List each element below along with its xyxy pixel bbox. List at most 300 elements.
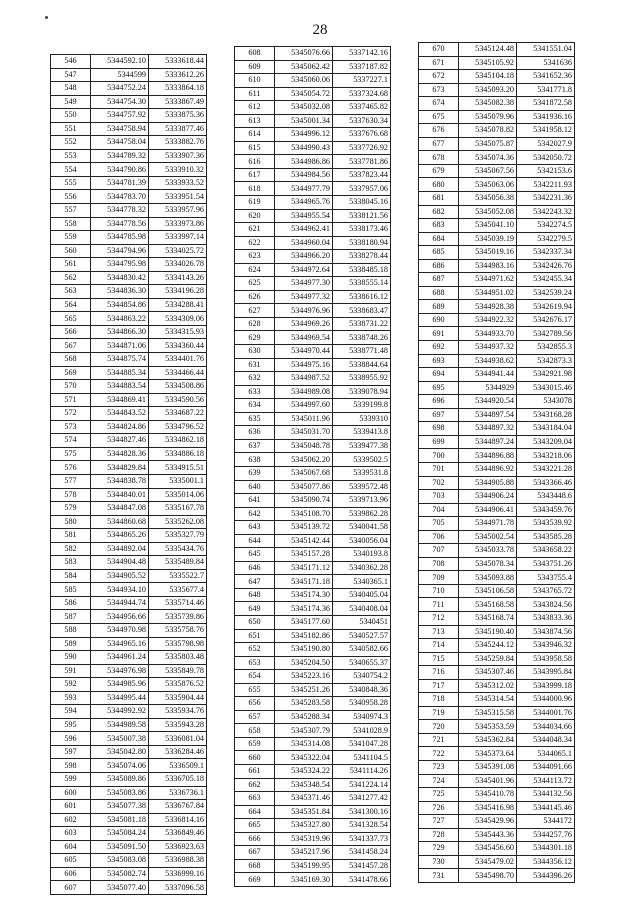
coord-y-cell: 5344065.1 xyxy=(517,747,575,761)
table-row xyxy=(419,219,575,233)
point-number-cell: 585 xyxy=(51,583,91,597)
coord-y-cell: 5337465.82 xyxy=(333,101,391,115)
coord-x-cell: 5344905.88 xyxy=(459,476,517,490)
table-row xyxy=(51,840,207,854)
coord-x-cell: 5345032.08 xyxy=(275,101,333,115)
point-number-cell: 609 xyxy=(235,60,275,74)
coord-y-cell: 5341328.54 xyxy=(333,819,391,833)
coord-x-cell: 5344987.52 xyxy=(275,372,333,386)
table-row xyxy=(51,800,207,814)
table-row xyxy=(419,110,575,124)
coord-x-cell: 5344829.84 xyxy=(91,461,149,475)
coord-y-cell: 5334315.93 xyxy=(149,325,207,339)
coord-x-cell: 5345054.72 xyxy=(275,87,333,101)
coord-y-cell: 5337630.34 xyxy=(333,114,391,128)
coord-x-cell: 5344783.70 xyxy=(91,190,149,204)
coord-x-cell: 5345190.40 xyxy=(459,625,517,639)
coord-y-cell: 5335489.84 xyxy=(149,556,207,570)
coord-y-cell: 5334401.76 xyxy=(149,353,207,367)
table-row xyxy=(51,95,207,109)
point-number-cell: 584 xyxy=(51,569,91,583)
table-row xyxy=(51,325,207,339)
point-number-cell: 615 xyxy=(235,141,275,155)
point-number-cell: 626 xyxy=(235,290,275,304)
coord-y-cell: 5342676.17 xyxy=(517,313,575,327)
coord-x-cell: 5344885.34 xyxy=(91,366,149,380)
coord-x-cell: 5345093.88 xyxy=(459,571,517,585)
coord-y-cell: 5335522.7 xyxy=(149,569,207,583)
coord-x-cell: 5344905.52 xyxy=(91,569,149,583)
coord-y-cell: 5340408.04 xyxy=(333,602,391,616)
table-row xyxy=(51,420,207,434)
point-number-cell: 649 xyxy=(235,602,275,616)
point-number-cell: 546 xyxy=(51,55,91,69)
table-row xyxy=(51,718,207,732)
coord-x-cell: 5345093.20 xyxy=(459,83,517,97)
coord-x-cell: 5344966.20 xyxy=(275,250,333,264)
point-number-cell: 600 xyxy=(51,786,91,800)
point-number-cell: 547 xyxy=(51,68,91,82)
table-row xyxy=(51,407,207,421)
point-number-cell: 710 xyxy=(419,584,459,598)
table-row xyxy=(235,304,391,318)
table-row xyxy=(51,298,207,312)
table-row xyxy=(235,358,391,372)
coord-y-cell: 5342789.56 xyxy=(517,327,575,341)
coord-x-cell: 5345401.96 xyxy=(459,774,517,788)
coord-x-cell: 5344866.30 xyxy=(91,325,149,339)
point-number-cell: 567 xyxy=(51,339,91,353)
coord-x-cell: 5344928.38 xyxy=(459,300,517,314)
coord-x-cell: 5345067.56 xyxy=(459,164,517,178)
coord-y-cell: 5334915.51 xyxy=(149,461,207,475)
coord-y-cell: 5340056.04 xyxy=(333,534,391,548)
point-number-cell: 579 xyxy=(51,502,91,516)
coord-x-cell: 5345169.30 xyxy=(275,873,333,887)
coord-x-cell: 5344975.16 xyxy=(275,358,333,372)
table-row xyxy=(235,47,391,61)
coord-y-cell: 5338955.92 xyxy=(333,372,391,386)
point-number-cell: 555 xyxy=(51,176,91,190)
coord-y-cell: 5342027.9 xyxy=(517,137,575,151)
coord-y-cell: 5334590.56 xyxy=(149,393,207,407)
table-row xyxy=(235,778,391,792)
point-number-cell: 694 xyxy=(419,368,459,382)
point-number-cell: 569 xyxy=(51,366,91,380)
coord-x-cell: 5344896.88 xyxy=(459,449,517,463)
point-number-cell: 586 xyxy=(51,596,91,610)
table-row xyxy=(51,881,207,895)
coord-x-cell: 5345244.12 xyxy=(459,639,517,653)
coord-x-cell: 5344592.10 xyxy=(91,55,149,69)
coord-y-cell: 5340974.3 xyxy=(333,710,391,724)
point-number-cell: 661 xyxy=(235,764,275,778)
coord-x-cell: 5344970.98 xyxy=(91,623,149,637)
coord-y-cell: 5335876.52 xyxy=(149,678,207,692)
coord-y-cell: 5343459.76 xyxy=(517,503,575,517)
coord-x-cell: 5345104.18 xyxy=(459,70,517,84)
coord-y-cell: 5343765.72 xyxy=(517,584,575,598)
point-number-cell: 561 xyxy=(51,258,91,272)
coord-x-cell: 5345217.96 xyxy=(275,846,333,860)
table-row xyxy=(235,223,391,237)
table-row xyxy=(419,408,575,422)
coord-x-cell: 5344965.16 xyxy=(91,637,149,651)
table-row xyxy=(419,56,575,70)
coord-y-cell: 5340405.04 xyxy=(333,588,391,602)
coord-x-cell: 5345371.46 xyxy=(275,792,333,806)
coord-y-cell: 5341458.24 xyxy=(333,846,391,860)
table-row xyxy=(235,683,391,697)
coord-x-cell: 5345002.54 xyxy=(459,530,517,544)
coord-y-cell: 5341457.28 xyxy=(333,859,391,873)
coordinates-table-2 xyxy=(234,46,391,887)
point-number-cell: 588 xyxy=(51,623,91,637)
coord-x-cell: 5345078.34 xyxy=(459,557,517,571)
coord-x-cell: 5345319.96 xyxy=(275,832,333,846)
table-row xyxy=(51,231,207,245)
point-number-cell: 714 xyxy=(419,639,459,653)
coord-x-cell: 5344836.30 xyxy=(91,285,149,299)
coord-x-cell: 5345124.48 xyxy=(459,43,517,57)
point-number-cell: 666 xyxy=(235,832,275,846)
point-number-cell: 583 xyxy=(51,556,91,570)
coord-x-cell: 5344860.68 xyxy=(91,515,149,529)
coord-y-cell: 5333877.46 xyxy=(149,122,207,136)
point-number-cell: 704 xyxy=(419,503,459,517)
point-number-cell: 620 xyxy=(235,209,275,223)
coord-y-cell: 5338616.12 xyxy=(333,290,391,304)
table-row xyxy=(419,300,575,314)
point-number-cell: 577 xyxy=(51,474,91,488)
coord-x-cell: 5344995.44 xyxy=(91,691,149,705)
coord-x-cell: 5344843.52 xyxy=(91,407,149,421)
point-number-cell: 629 xyxy=(235,331,275,345)
table-row xyxy=(51,529,207,543)
point-number-cell: 572 xyxy=(51,407,91,421)
point-number-cell: 656 xyxy=(235,697,275,711)
table-row xyxy=(51,488,207,502)
coord-y-cell: 5342153.6 xyxy=(517,164,575,178)
table-row xyxy=(419,584,575,598)
point-number-cell: 654 xyxy=(235,670,275,684)
coord-y-cell: 5333957.96 xyxy=(149,204,207,218)
coord-x-cell: 5345314.54 xyxy=(459,693,517,707)
coord-x-cell: 5344989.08 xyxy=(275,385,333,399)
table-row xyxy=(51,366,207,380)
point-number-cell: 608 xyxy=(235,47,275,61)
point-number-cell: 558 xyxy=(51,217,91,231)
coord-y-cell: 5336509.1 xyxy=(149,759,207,773)
table-row xyxy=(235,250,391,264)
point-number-cell: 580 xyxy=(51,515,91,529)
table-row xyxy=(51,285,207,299)
table-row xyxy=(51,623,207,637)
table-row xyxy=(51,109,207,123)
coord-y-cell: 5340754.2 xyxy=(333,670,391,684)
coord-y-cell: 5340193.8 xyxy=(333,548,391,562)
point-number-cell: 665 xyxy=(235,819,275,833)
table-row xyxy=(235,196,391,210)
coord-x-cell: 5345084.24 xyxy=(91,827,149,841)
table-row xyxy=(51,474,207,488)
coord-x-cell: 5345031.70 xyxy=(275,426,333,440)
table-row xyxy=(235,548,391,562)
coord-y-cell: 5338683.47 xyxy=(333,304,391,318)
coord-y-cell: 5339713.96 xyxy=(333,494,391,508)
coord-x-cell: 5345223.16 xyxy=(275,670,333,684)
coord-y-cell: 5333910.32 xyxy=(149,163,207,177)
coord-x-cell: 5344944.74 xyxy=(91,596,149,610)
point-number-cell: 556 xyxy=(51,190,91,204)
coord-x-cell: 5344971.62 xyxy=(459,273,517,287)
point-number-cell: 625 xyxy=(235,277,275,291)
point-number-cell: 613 xyxy=(235,114,275,128)
coord-x-cell: 5344960.04 xyxy=(275,236,333,250)
point-number-cell: 677 xyxy=(419,137,459,151)
table-row xyxy=(235,724,391,738)
point-number-cell: 602 xyxy=(51,813,91,827)
point-number-cell: 726 xyxy=(419,801,459,815)
point-number-cell: 610 xyxy=(235,74,275,88)
coord-y-cell: 5344396.26 xyxy=(517,869,575,883)
point-number-cell: 612 xyxy=(235,101,275,115)
point-number-cell: 642 xyxy=(235,507,275,521)
coord-x-cell: 5345078.82 xyxy=(459,124,517,138)
point-number-cell: 719 xyxy=(419,706,459,720)
point-number-cell: 675 xyxy=(419,110,459,124)
coord-x-cell: 5345089.86 xyxy=(91,772,149,786)
table-row xyxy=(419,192,575,206)
coord-x-cell: 5344941.44 xyxy=(459,368,517,382)
table-row xyxy=(235,453,391,467)
point-number-cell: 594 xyxy=(51,705,91,719)
coord-y-cell: 5338771.48 xyxy=(333,345,391,359)
point-number-cell: 553 xyxy=(51,149,91,163)
table-row xyxy=(235,819,391,833)
coord-y-cell: 5335849.78 xyxy=(149,664,207,678)
point-number-cell: 549 xyxy=(51,95,91,109)
table-row xyxy=(235,521,391,535)
table-row xyxy=(51,813,207,827)
point-number-cell: 578 xyxy=(51,488,91,502)
point-number-cell: 643 xyxy=(235,521,275,535)
table-row xyxy=(419,259,575,273)
table-row xyxy=(419,313,575,327)
coord-y-cell: 5340527.57 xyxy=(333,629,391,643)
table-row xyxy=(51,854,207,868)
table-row xyxy=(51,867,207,881)
table-row xyxy=(51,163,207,177)
coord-x-cell: 5344990.43 xyxy=(275,141,333,155)
coord-x-cell: 5345307.46 xyxy=(459,666,517,680)
table-row xyxy=(51,569,207,583)
point-number-cell: 566 xyxy=(51,325,91,339)
coord-y-cell: 5336767.84 xyxy=(149,800,207,814)
coord-x-cell: 5345168.74 xyxy=(459,611,517,625)
coord-y-cell: 5340451 xyxy=(333,615,391,629)
coord-y-cell: 5343946.32 xyxy=(517,639,575,653)
coord-x-cell: 5345062.20 xyxy=(275,453,333,467)
point-number-cell: 723 xyxy=(419,760,459,774)
point-number-cell: 718 xyxy=(419,693,459,707)
coord-x-cell: 5345077.40 xyxy=(91,881,149,895)
table-row xyxy=(419,286,575,300)
table-row xyxy=(235,101,391,115)
coord-x-cell: 5344789.32 xyxy=(91,149,149,163)
point-number-cell: 565 xyxy=(51,312,91,326)
coord-y-cell: 5333612.26 xyxy=(149,68,207,82)
table-row xyxy=(235,141,391,155)
point-number-cell: 697 xyxy=(419,408,459,422)
coord-y-cell: 5334288.41 xyxy=(149,298,207,312)
table-row xyxy=(419,341,575,355)
coord-y-cell: 5338555.14 xyxy=(333,277,391,291)
coord-y-cell: 5344145.46 xyxy=(517,801,575,815)
table-row xyxy=(235,656,391,670)
point-number-cell: 592 xyxy=(51,678,91,692)
coord-x-cell: 5345429.96 xyxy=(459,815,517,829)
table-row xyxy=(235,412,391,426)
point-number-cell: 708 xyxy=(419,557,459,571)
point-number-cell: 664 xyxy=(235,805,275,819)
coord-y-cell: 5339572.48 xyxy=(333,480,391,494)
point-number-cell: 658 xyxy=(235,724,275,738)
point-number-cell: 598 xyxy=(51,759,91,773)
table-row xyxy=(419,774,575,788)
table-row xyxy=(235,507,391,521)
table-row xyxy=(51,732,207,746)
table-row xyxy=(51,705,207,719)
coord-x-cell: 5345106.58 xyxy=(459,584,517,598)
point-number-cell: 650 xyxy=(235,615,275,629)
coord-x-cell: 5344827.46 xyxy=(91,434,149,448)
point-number-cell: 568 xyxy=(51,353,91,367)
table-row xyxy=(235,846,391,860)
point-number-cell: 637 xyxy=(235,439,275,453)
table-row xyxy=(419,503,575,517)
table-row xyxy=(419,327,575,341)
coord-y-cell: 5335167.78 xyxy=(149,502,207,516)
coord-x-cell: 5344752.24 xyxy=(91,82,149,96)
table-row xyxy=(51,258,207,272)
coord-x-cell: 5344976.98 xyxy=(91,664,149,678)
point-number-cell: 636 xyxy=(235,426,275,440)
coord-y-cell: 5334687.22 xyxy=(149,407,207,421)
table-row xyxy=(235,345,391,359)
table-row xyxy=(235,534,391,548)
table-row xyxy=(235,643,391,657)
coord-y-cell: 5334862.18 xyxy=(149,434,207,448)
coord-x-cell: 5344961.24 xyxy=(91,651,149,665)
coord-y-cell: 5333951.54 xyxy=(149,190,207,204)
coord-x-cell: 5344929 xyxy=(459,381,517,395)
coord-x-cell: 5344599 xyxy=(91,68,149,82)
coord-x-cell: 5345322.04 xyxy=(275,751,333,765)
coord-y-cell: 5338485.18 xyxy=(333,263,391,277)
coord-x-cell: 5344938.62 xyxy=(459,354,517,368)
table-row xyxy=(235,331,391,345)
table-row xyxy=(51,176,207,190)
point-number-cell: 693 xyxy=(419,354,459,368)
table-row xyxy=(235,697,391,711)
coord-y-cell: 5341478.66 xyxy=(333,873,391,887)
coord-y-cell: 5341636 xyxy=(517,56,575,70)
coord-y-cell: 5339413.8 xyxy=(333,426,391,440)
coord-y-cell: 5343209.04 xyxy=(517,435,575,449)
coord-x-cell: 5344785.98 xyxy=(91,231,149,245)
coord-y-cell: 5336923.63 xyxy=(149,840,207,854)
point-number-cell: 617 xyxy=(235,168,275,182)
coord-y-cell: 5333973.86 xyxy=(149,217,207,231)
table-row xyxy=(235,832,391,846)
table-row xyxy=(235,480,391,494)
coord-x-cell: 5344969.26 xyxy=(275,317,333,331)
coord-x-cell: 5344922.32 xyxy=(459,313,517,327)
point-number-cell: 686 xyxy=(419,259,459,273)
coord-y-cell: 5334196.28 xyxy=(149,285,207,299)
point-number-cell: 630 xyxy=(235,345,275,359)
coord-x-cell: 5344840.01 xyxy=(91,488,149,502)
point-number-cell: 648 xyxy=(235,588,275,602)
table-row xyxy=(51,583,207,597)
point-number-cell: 621 xyxy=(235,223,275,237)
table-row xyxy=(235,317,391,331)
point-number-cell: 695 xyxy=(419,381,459,395)
table-row xyxy=(235,426,391,440)
coord-y-cell: 5344000.96 xyxy=(517,693,575,707)
table-row xyxy=(235,602,391,616)
coord-y-cell: 5339862.28 xyxy=(333,507,391,521)
point-number-cell: 632 xyxy=(235,372,275,386)
point-number-cell: 728 xyxy=(419,828,459,842)
point-number-cell: 690 xyxy=(419,313,459,327)
coord-y-cell: 5333864.18 xyxy=(149,82,207,96)
point-number-cell: 730 xyxy=(419,855,459,869)
table-row xyxy=(235,263,391,277)
point-number-cell: 616 xyxy=(235,155,275,169)
table-row xyxy=(419,747,575,761)
coord-y-cell: 5335934.76 xyxy=(149,705,207,719)
coord-y-cell: 5335327.79 xyxy=(149,529,207,543)
coord-y-cell: 5341872.58 xyxy=(517,97,575,111)
coord-y-cell: 5336705.18 xyxy=(149,772,207,786)
coordinates-table-3 xyxy=(418,42,575,883)
coord-x-cell: 5344863.22 xyxy=(91,312,149,326)
coord-y-cell: 5338173.46 xyxy=(333,223,391,237)
point-number-cell: 614 xyxy=(235,128,275,142)
coord-x-cell: 5344997.60 xyxy=(275,399,333,413)
point-number-cell: 633 xyxy=(235,385,275,399)
coord-x-cell: 5345105.92 xyxy=(459,56,517,70)
coord-x-cell: 5344920.54 xyxy=(459,395,517,409)
coord-x-cell: 5345288.34 xyxy=(275,710,333,724)
coord-y-cell: 5341047.28 xyxy=(333,737,391,751)
table-row xyxy=(51,136,207,150)
table-row xyxy=(51,204,207,218)
point-number-cell: 551 xyxy=(51,122,91,136)
coord-x-cell: 5345174.36 xyxy=(275,602,333,616)
point-number-cell: 681 xyxy=(419,192,459,206)
coord-y-cell: 5338844.64 xyxy=(333,358,391,372)
point-number-cell: 641 xyxy=(235,494,275,508)
point-number-cell: 731 xyxy=(419,869,459,883)
point-number-cell: 559 xyxy=(51,231,91,245)
coord-y-cell: 5344091.66 xyxy=(517,760,575,774)
table-row xyxy=(419,381,575,395)
table-row xyxy=(419,70,575,84)
coord-y-cell: 5337823.44 xyxy=(333,168,391,182)
